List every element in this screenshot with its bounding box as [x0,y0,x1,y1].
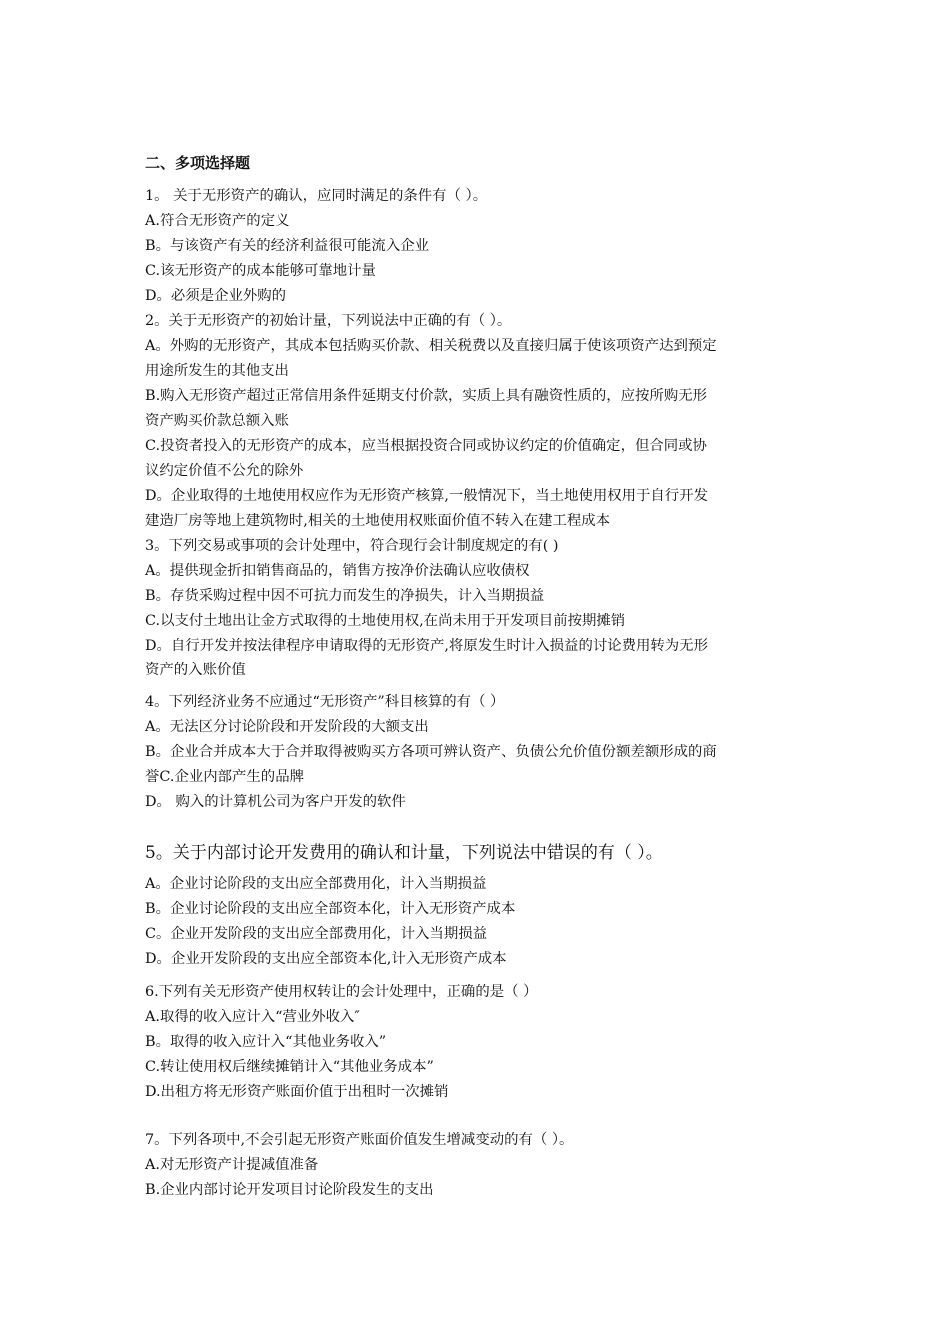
option-line: C。企业开发阶段的支出应全部费用化，计入当期损益 [145,926,487,942]
option-line: B。存货采购过程中因不可抗力而发生的净损失，计入当期损益 [145,588,545,604]
option-line: B。企业合并成本大于合并取得被购买方各项可辨认资产、负债公允价值份额差额形成的商 [145,744,717,760]
option-line: B.购入无形资产超过正常信用条件延期支付价款，实质上具有融资性质的，应按所购无形 [145,388,707,404]
option-line: D。企业开发阶段的支出应全部资本化,计入无形资产成本 [145,951,507,967]
option-line: A.取得的收入应计入“营业外收入″ [145,1009,360,1025]
option-line: D.出租方将无形资产账面价值于出租时一次摊销 [145,1084,449,1100]
option-line: D。企业取得的土地使用权应作为无形资产核算,一般情况下，当土地使用权用于自行开发 [145,488,708,504]
option-line: 用途所发生的其他支出 [145,363,289,379]
option-line: A.符合无形资产的定义 [145,213,290,229]
option-line: A。外购的无形资产，其成本包括购买价款、相关税费以及直接归属于使该项资产达到预定 [145,338,717,354]
option-line: A。企业讨论阶段的支出应全部费用化，计入当期损益 [145,876,487,892]
option-line: 资产购买价款总额入账 [145,413,289,429]
question-1: 1。 关于无形资产的确认，应同时满足的条件有（ ）。 [145,188,488,204]
option-line: 资产的入账价值 [145,662,246,678]
option-line: 议约定价值不公允的除外 [145,463,304,479]
option-line: 建造厂房等地上建筑物时,相关的土地使用权账面价值不转入在建工程成本 [145,513,611,529]
option-line: A。无法区分讨论阶段和开发阶段的大额支出 [145,719,429,735]
option-line: B。企业讨论阶段的支出应全部资本化，计入无形资产成本 [145,901,516,917]
option-line: C.以支付土地出让金方式取得的土地使用权,在尚未用于开发项目前按期摊销 [145,613,626,629]
option-line: D。自行开发并按法律程序申请取得的无形资产,将原发生时计入损益的讨论费用转为无形 [145,638,708,654]
option-line: A。提供现金折扣销售商品的，销售方按净价法确认应收债权 [145,563,530,579]
option-line: D。必须是企业外购的 [145,288,287,304]
question-3: 3。下列交易或事项的会计处理中，符合现行会计制度规定的有( ) [145,538,559,554]
question-5: 5。关于内部讨论开发费用的确认和计量，下列说法中错误的有（ ）。 [145,843,663,863]
option-line: B。取得的收入应计入“其他业务收入” [145,1034,387,1050]
option-line: A.对无形资产计提减值准备 [145,1157,319,1173]
option-line: C.该无形资产的成本能够可靠地计量 [145,263,376,279]
question-6: 6.下列有关无形资产使用权转让的会计处理中，正确的是（ ） [145,984,538,1000]
option-line: 誉C.企业内部产生的品牌 [145,769,304,785]
section-title: 二、多项选择题 [145,154,251,172]
option-line: C.投资者投入的无形资产的成本，应当根据投资合同或协议约定的价值确定，但合同或协 [145,438,707,454]
option-line: D。 购入的计算机公司为客户开发的软件 [145,794,406,810]
question-4: 4。下列经济业务不应通过“无形资产”科目核算的有（ ） [145,694,505,710]
option-line: B.企业内部讨论开发项目讨论阶段发生的支出 [145,1182,434,1198]
question-2: 2。关于无形资产的初始计量，下列说法中正确的有（ ）。 [145,313,512,329]
question-7: 7。下列各项中,不会引起无形资产账面价值发生增减变动的有（ ）。 [145,1132,574,1148]
option-line: C.转让使用权后继续摊销计入“其他业务成本” [145,1059,434,1075]
option-line: B。与该资产有关的经济利益很可能流入企业 [145,238,429,254]
